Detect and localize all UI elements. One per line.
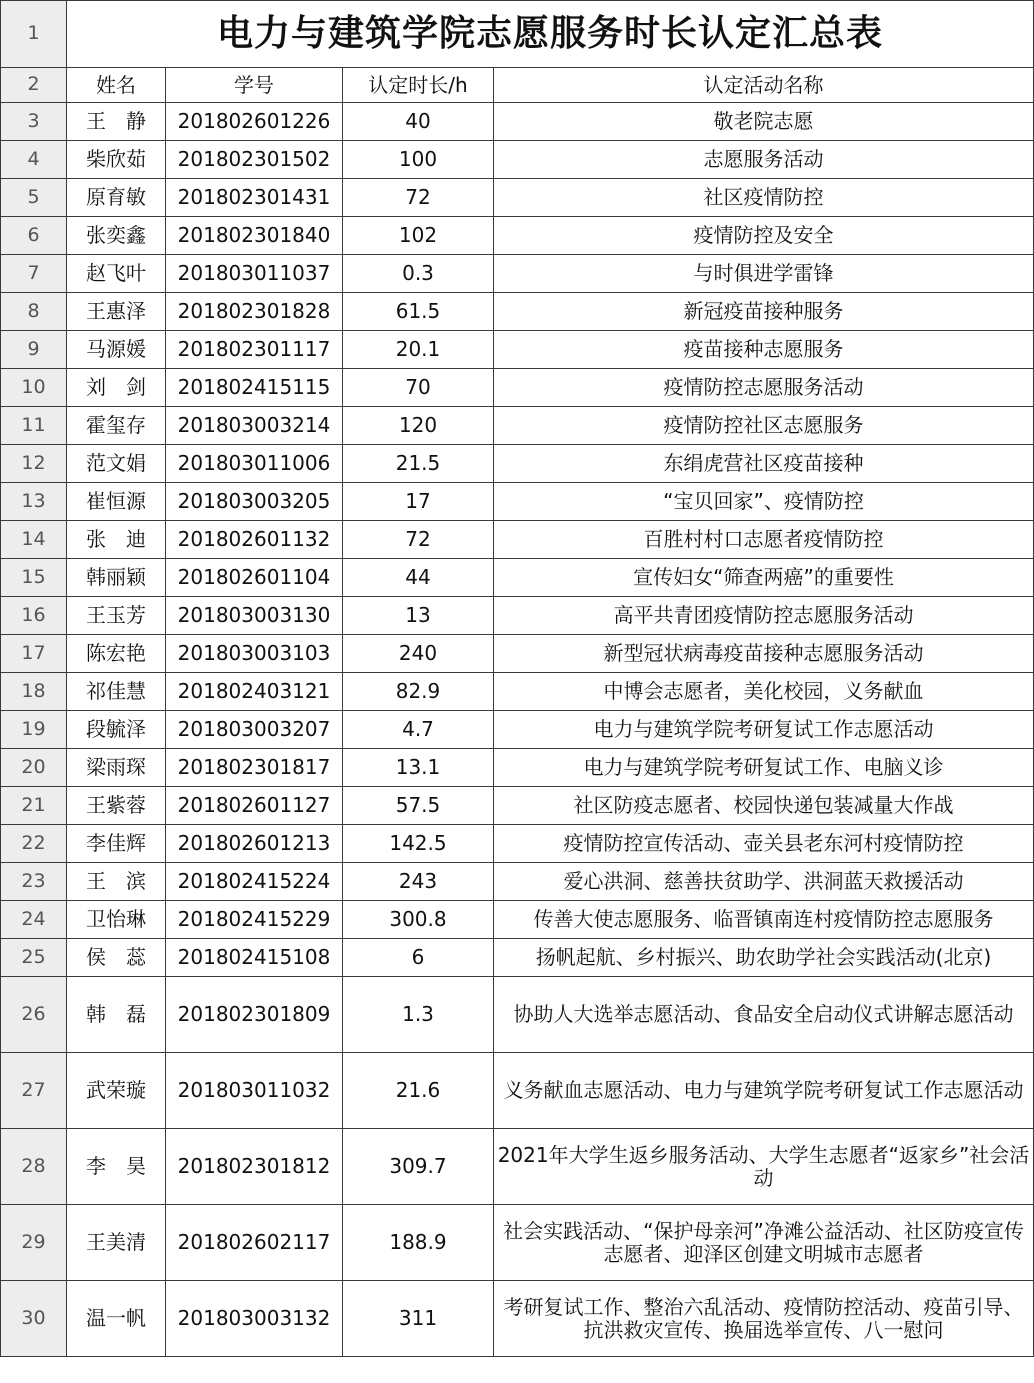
cell-activity[interactable]: 爱心洪洞、慈善扶贫助学、洪洞蓝天救援活动 <box>494 863 1034 901</box>
cell-student-id[interactable]: 201803003205 <box>166 483 343 521</box>
table-row <box>1 255 1034 293</box>
cell-hours[interactable]: 0.3 <box>343 255 494 293</box>
cell-hours[interactable]: 82.9 <box>343 673 494 711</box>
cell-hours[interactable]: 21.5 <box>343 445 494 483</box>
cell-hours[interactable]: 13 <box>343 597 494 635</box>
row-number[interactable]: 5 <box>1 179 67 217</box>
table-row <box>1 483 1034 521</box>
cell-activity[interactable]: 志愿服务活动 <box>494 141 1034 179</box>
row-number[interactable]: 11 <box>1 407 67 445</box>
cell-activity[interactable]: 疫情防控宣传活动、壶关县老东河村疫情防控 <box>494 825 1034 863</box>
table-row <box>1 825 1034 863</box>
cell-name[interactable]: 王美清 <box>67 1205 166 1281</box>
cell-name[interactable]: 王 滨 <box>67 863 166 901</box>
cell-activity[interactable]: 社区疫情防控 <box>494 179 1034 217</box>
header-activity[interactable]: 认定活动名称 <box>494 68 1034 103</box>
cell-name[interactable]: 陈宏艳 <box>67 635 166 673</box>
cell-hours[interactable]: 20.1 <box>343 331 494 369</box>
cell-hours[interactable]: 300.8 <box>343 901 494 939</box>
row-number[interactable]: 29 <box>1 1205 67 1281</box>
table-row <box>1 141 1034 179</box>
cell-student-id[interactable]: 201802301502 <box>166 141 343 179</box>
row-number[interactable]: 16 <box>1 597 67 635</box>
cell-student-id[interactable]: 201802415224 <box>166 863 343 901</box>
cell-name[interactable]: 张奕鑫 <box>67 217 166 255</box>
row-number[interactable]: 27 <box>1 1053 67 1129</box>
cell-hours[interactable]: 72 <box>343 521 494 559</box>
table-row <box>1 103 1034 141</box>
table-row <box>1 179 1034 217</box>
cell-activity[interactable]: 敬老院志愿 <box>494 103 1034 141</box>
cell-hours[interactable]: 311 <box>343 1281 494 1357</box>
cell-name[interactable]: 王紫蓉 <box>67 787 166 825</box>
cell-hours[interactable]: 1.3 <box>343 977 494 1053</box>
row-number[interactable]: 14 <box>1 521 67 559</box>
cell-name[interactable]: 赵飞叶 <box>67 255 166 293</box>
table-row <box>1 901 1034 939</box>
cell-student-id[interactable]: 201802415108 <box>166 939 343 977</box>
cell-activity[interactable]: 宣传妇女“筛查两癌”的重要性 <box>494 559 1034 597</box>
row-number[interactable]: 3 <box>1 103 67 141</box>
table-row <box>1 863 1034 901</box>
cell-student-id[interactable]: 201802301812 <box>166 1129 343 1205</box>
row-number[interactable]: 4 <box>1 141 67 179</box>
cell-student-id[interactable]: 201802601127 <box>166 787 343 825</box>
cell-activity[interactable]: 电力与建筑学院考研复试工作、电脑义诊 <box>494 749 1034 787</box>
cell-student-id[interactable]: 201803011037 <box>166 255 343 293</box>
table-row <box>1 559 1034 597</box>
cell-activity[interactable]: 电力与建筑学院考研复试工作志愿活动 <box>494 711 1034 749</box>
cell-activity[interactable]: 疫情防控志愿服务活动 <box>494 369 1034 407</box>
cell-activity[interactable]: “宝贝回家”、疫情防控 <box>494 483 1034 521</box>
cell-student-id[interactable]: 201802301809 <box>166 977 343 1053</box>
header-name[interactable]: 姓名 <box>67 68 166 103</box>
cell-student-id[interactable]: 201803003207 <box>166 711 343 749</box>
row-number[interactable]: 22 <box>1 825 67 863</box>
cell-student-id[interactable]: 201802601104 <box>166 559 343 597</box>
cell-hours[interactable]: 100 <box>343 141 494 179</box>
header-student-id[interactable]: 学号 <box>166 68 343 103</box>
row-number[interactable]: 24 <box>1 901 67 939</box>
table-row <box>1 331 1034 369</box>
cell-activity[interactable]: 协助人大选举志愿活动、食品安全启动仪式讲解志愿活动 <box>494 977 1034 1053</box>
table-row <box>1 521 1034 559</box>
cell-hours[interactable]: 44 <box>343 559 494 597</box>
cell-hours[interactable]: 72 <box>343 179 494 217</box>
row-number[interactable]: 8 <box>1 293 67 331</box>
cell-student-id[interactable]: 201802602117 <box>166 1205 343 1281</box>
cell-student-id[interactable]: 201802301117 <box>166 331 343 369</box>
table-row <box>1 597 1034 635</box>
table-row <box>1 1205 1034 1281</box>
cell-hours[interactable]: 40 <box>343 103 494 141</box>
cell-hours[interactable]: 61.5 <box>343 293 494 331</box>
cell-student-id[interactable]: 201803011032 <box>166 1053 343 1129</box>
cell-activity[interactable]: 义务献血志愿活动、电力与建筑学院考研复试工作志愿活动 <box>494 1053 1034 1129</box>
table-row <box>1 1129 1034 1205</box>
cell-hours[interactable]: 102 <box>343 217 494 255</box>
cell-name[interactable]: 祁佳慧 <box>67 673 166 711</box>
cell-activity[interactable]: 社区防疫志愿者、校园快递包装减量大作战 <box>494 787 1034 825</box>
row-number[interactable]: 1 <box>1 1 67 68</box>
cell-student-id[interactable]: 201802301828 <box>166 293 343 331</box>
cell-name[interactable]: 原育敏 <box>67 179 166 217</box>
header-hours[interactable]: 认定时长/h <box>343 68 494 103</box>
table-row <box>1 369 1034 407</box>
row-number[interactable]: 30 <box>1 1281 67 1357</box>
cell-activity[interactable]: 东绢虎营社区疫苗接种 <box>494 445 1034 483</box>
cell-name[interactable]: 刘 剑 <box>67 369 166 407</box>
row-number[interactable]: 10 <box>1 369 67 407</box>
cell-name[interactable]: 柴欣茹 <box>67 141 166 179</box>
cell-name[interactable]: 霍玺存 <box>67 407 166 445</box>
cell-activity[interactable]: 传善大使志愿服务、临晋镇南连村疫情防控志愿服务 <box>494 901 1034 939</box>
cell-activity[interactable]: 中博会志愿者，美化校园，义务献血 <box>494 673 1034 711</box>
cell-activity[interactable]: 疫情防控及安全 <box>494 217 1034 255</box>
cell-activity[interactable]: 新型冠状病毒疫苗接种志愿服务活动 <box>494 635 1034 673</box>
cell-hours[interactable]: 240 <box>343 635 494 673</box>
row-number[interactable]: 9 <box>1 331 67 369</box>
cell-student-id[interactable]: 201803003103 <box>166 635 343 673</box>
cell-hours[interactable]: 57.5 <box>343 787 494 825</box>
cell-student-id[interactable]: 201803003214 <box>166 407 343 445</box>
cell-hours[interactable]: 188.9 <box>343 1205 494 1281</box>
cell-hours[interactable]: 4.7 <box>343 711 494 749</box>
row-number[interactable]: 28 <box>1 1129 67 1205</box>
cell-activity[interactable]: 高平共青团疫情防控志愿服务活动 <box>494 597 1034 635</box>
sheet-title[interactable]: 电力与建筑学院志愿服务时长认定汇总表 <box>67 1 1034 68</box>
cell-hours[interactable]: 243 <box>343 863 494 901</box>
cell-student-id[interactable]: 201802301840 <box>166 217 343 255</box>
cell-name[interactable]: 李佳辉 <box>67 825 166 863</box>
cell-student-id[interactable]: 201802601213 <box>166 825 343 863</box>
cell-name[interactable]: 温一帆 <box>67 1281 166 1357</box>
cell-name[interactable]: 韩 磊 <box>67 977 166 1053</box>
table-row <box>1 939 1034 977</box>
cell-name[interactable]: 李 昊 <box>67 1129 166 1205</box>
table-row <box>1 1281 1034 1357</box>
cell-student-id[interactable]: 201803011006 <box>166 445 343 483</box>
cell-name[interactable]: 王 静 <box>67 103 166 141</box>
row-number[interactable]: 7 <box>1 255 67 293</box>
cell-name[interactable]: 范文娟 <box>67 445 166 483</box>
cell-activity[interactable]: 与时俱进学雷锋 <box>494 255 1034 293</box>
cell-student-id[interactable]: 201802601226 <box>166 103 343 141</box>
cell-student-id[interactable]: 201802301817 <box>166 749 343 787</box>
cell-student-id[interactable]: 201803003130 <box>166 597 343 635</box>
cell-activity[interactable]: 百胜村村口志愿者疫情防控 <box>494 521 1034 559</box>
row-number[interactable]: 2 <box>1 68 67 103</box>
cell-student-id[interactable]: 201802301431 <box>166 179 343 217</box>
row-number[interactable]: 13 <box>1 483 67 521</box>
table-row <box>1 293 1034 331</box>
table-row <box>1 217 1034 255</box>
cell-name[interactable]: 王惠泽 <box>67 293 166 331</box>
cell-name[interactable]: 王玉芳 <box>67 597 166 635</box>
cell-student-id[interactable]: 201802415229 <box>166 901 343 939</box>
cell-name[interactable]: 侯 蕊 <box>67 939 166 977</box>
cell-name[interactable]: 段毓泽 <box>67 711 166 749</box>
cell-student-id[interactable]: 201802403121 <box>166 673 343 711</box>
cell-student-id[interactable]: 201802415115 <box>166 369 343 407</box>
cell-name[interactable]: 梁雨琛 <box>67 749 166 787</box>
cell-hours[interactable]: 120 <box>343 407 494 445</box>
cell-activity[interactable]: 2021年大学生返乡服务活动、大学生志愿者“返家乡”社会活动 <box>494 1129 1034 1205</box>
cell-activity[interactable]: 考研复试工作、整治六乱活动、疫情防控活动、疫苗引导、抗洪救灾宣传、换届选举宣传、八一慰问 <box>494 1281 1034 1357</box>
cell-hours[interactable]: 70 <box>343 369 494 407</box>
row-number[interactable]: 26 <box>1 977 67 1053</box>
table-row <box>1 407 1034 445</box>
table-row <box>1 977 1034 1053</box>
cell-name[interactable]: 张 迪 <box>67 521 166 559</box>
table-row <box>1 1053 1034 1129</box>
row-number[interactable]: 20 <box>1 749 67 787</box>
row-number[interactable]: 12 <box>1 445 67 483</box>
row-number[interactable]: 19 <box>1 711 67 749</box>
table-row <box>1 749 1034 787</box>
cell-name[interactable]: 崔恒源 <box>67 483 166 521</box>
table-row <box>1 445 1034 483</box>
cell-activity[interactable]: 扬帆起航、乡村振兴、助农助学社会实践活动(北京) <box>494 939 1034 977</box>
row-number[interactable]: 15 <box>1 559 67 597</box>
table-row <box>1 787 1034 825</box>
cell-hours[interactable]: 6 <box>343 939 494 977</box>
cell-hours[interactable]: 142.5 <box>343 825 494 863</box>
row-number[interactable]: 25 <box>1 939 67 977</box>
table-row <box>1 711 1034 749</box>
cell-name[interactable]: 韩丽颖 <box>67 559 166 597</box>
table-row <box>1 673 1034 711</box>
cell-name[interactable]: 武荣璇 <box>67 1053 166 1129</box>
cell-hours[interactable]: 309.7 <box>343 1129 494 1205</box>
cell-activity[interactable]: 社会实践活动、“保护母亲河”净滩公益活动、社区防疫宣传志愿者、迎泽区创建文明城市志愿者 <box>494 1205 1034 1281</box>
title-row <box>1 1 1034 68</box>
row-number[interactable]: 6 <box>1 217 67 255</box>
cell-student-id[interactable]: 201802601132 <box>166 521 343 559</box>
row-number[interactable]: 23 <box>1 863 67 901</box>
cell-activity[interactable]: 新冠疫苗接种服务 <box>494 293 1034 331</box>
cell-student-id[interactable]: 201803003132 <box>166 1281 343 1357</box>
cell-hours[interactable]: 13.1 <box>343 749 494 787</box>
cell-hours[interactable]: 17 <box>343 483 494 521</box>
cell-hours[interactable]: 21.6 <box>343 1053 494 1129</box>
row-number[interactable]: 21 <box>1 787 67 825</box>
cell-activity[interactable]: 疫苗接种志愿服务 <box>494 331 1034 369</box>
row-number[interactable]: 17 <box>1 635 67 673</box>
cell-name[interactable]: 马源媛 <box>67 331 166 369</box>
row-number[interactable]: 18 <box>1 673 67 711</box>
cell-name[interactable]: 卫怡琳 <box>67 901 166 939</box>
header-row <box>1 68 1034 103</box>
cell-activity[interactable]: 疫情防控社区志愿服务 <box>494 407 1034 445</box>
table-row <box>1 635 1034 673</box>
